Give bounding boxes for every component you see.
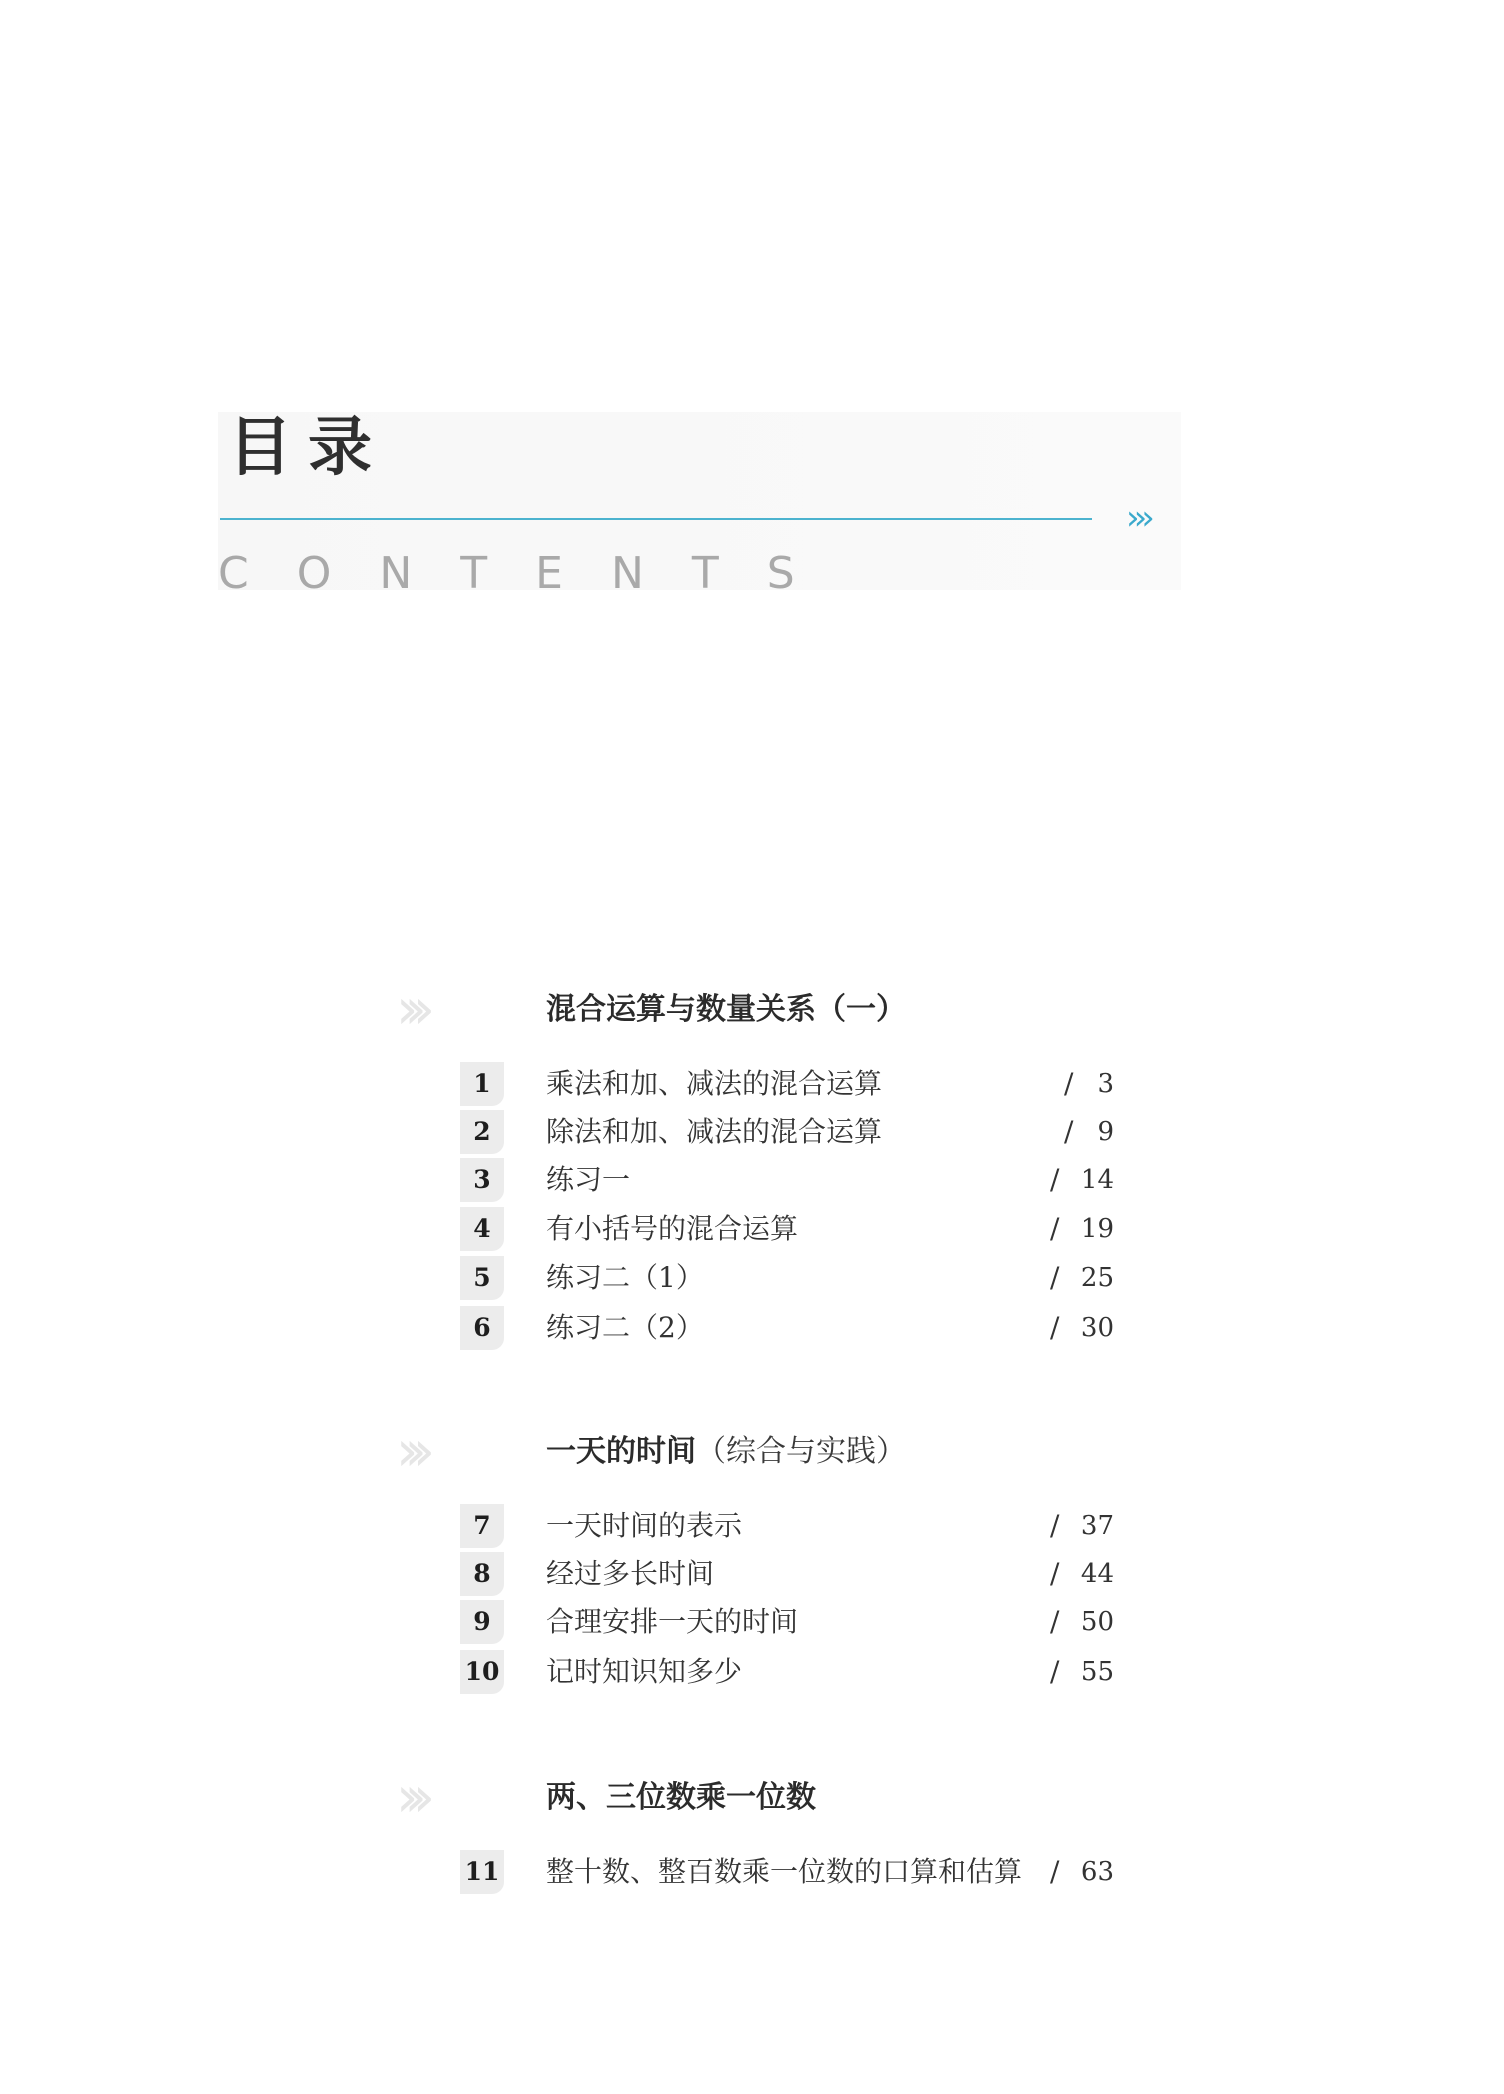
entry-number: 1 [460, 1062, 504, 1106]
toc-entry[interactable] [460, 1207, 1120, 1251]
entry-page-number: 25 [1080, 1263, 1114, 1293]
entry-page-number: 19 [1080, 1214, 1114, 1244]
section-chevron-icon: ››› [396, 1419, 422, 1484]
entry-page-number: 14 [1080, 1165, 1114, 1195]
page-title: 目录 [228, 410, 388, 485]
toc-entry[interactable] [460, 1600, 1120, 1644]
entry-number: 4 [460, 1207, 504, 1251]
entry-number: 3 [460, 1158, 504, 1202]
entry-title: 经过多长时间 [546, 1557, 715, 1590]
entry-title: 一天时间的表示 [546, 1509, 743, 1542]
entry-number: 9 [460, 1600, 504, 1644]
entry-title: 乘法和加、减法的混合运算 [546, 1067, 883, 1100]
entry-title: 练习二（1） [546, 1261, 704, 1294]
entry-separator: / [1064, 1067, 1074, 1100]
entry-title: 除法和加、减法的混合运算 [546, 1115, 883, 1148]
toc-entry[interactable] [460, 1504, 1120, 1548]
toc-entry[interactable] [460, 1650, 1120, 1694]
entry-number: 5 [460, 1256, 504, 1300]
entry-page-number: 3 [1097, 1069, 1114, 1099]
entry-number: 10 [460, 1650, 504, 1694]
toc-entry[interactable] [460, 1306, 1120, 1350]
entry-separator: / [1050, 1605, 1060, 1638]
entry-number: 7 [460, 1504, 504, 1548]
entry-separator: / [1050, 1655, 1060, 1688]
toc-entry[interactable] [460, 1110, 1120, 1154]
entry-title: 练习二（2） [546, 1311, 704, 1344]
header-chevron-icon: ››› [1126, 498, 1149, 538]
entry-page-number: 37 [1080, 1511, 1114, 1541]
entry-separator: / [1050, 1509, 1060, 1542]
entry-number: 2 [460, 1110, 504, 1154]
entry-page-number: 63 [1080, 1857, 1114, 1887]
section-chevron-icon: ››› [396, 977, 422, 1042]
entry-number: 8 [460, 1552, 504, 1596]
entry-separator: / [1050, 1311, 1060, 1344]
entry-separator: / [1050, 1212, 1060, 1245]
entry-title: 合理安排一天的时间 [546, 1605, 799, 1638]
entry-title: 整十数、整百数乘一位数的口算和估算 [546, 1855, 1023, 1888]
contents-subtitle: CONTENTS [218, 548, 843, 599]
toc-entry[interactable] [460, 1552, 1120, 1596]
entry-separator: / [1050, 1163, 1060, 1196]
section-title: 混合运算与数量关系（一） [546, 992, 906, 1027]
entry-number: 11 [460, 1850, 504, 1894]
entry-separator: / [1050, 1261, 1060, 1294]
entry-title: 有小括号的混合运算 [546, 1212, 799, 1245]
entry-title: 记时知识知多少 [546, 1655, 743, 1688]
entry-separator: / [1050, 1557, 1060, 1590]
entry-page-number: 9 [1097, 1117, 1114, 1147]
header-divider [220, 518, 1092, 520]
entry-separator: / [1050, 1855, 1060, 1888]
toc-entry[interactable] [460, 1158, 1120, 1202]
entry-page-number: 55 [1080, 1657, 1114, 1687]
section-title: 两、三位数乘一位数 [546, 1780, 816, 1815]
entry-separator: / [1064, 1115, 1074, 1148]
entry-number: 6 [460, 1306, 504, 1350]
entry-page-number: 30 [1080, 1313, 1114, 1343]
entry-page-number: 50 [1080, 1607, 1114, 1637]
entry-title: 练习一 [546, 1163, 631, 1196]
section-title: 一天的时间（综合与实践） [546, 1434, 906, 1469]
section-chevron-icon: ››› [396, 1765, 422, 1830]
toc-entry[interactable] [460, 1062, 1120, 1106]
toc-entry[interactable] [460, 1256, 1120, 1300]
entry-page-number: 44 [1080, 1559, 1114, 1589]
toc-entry[interactable] [460, 1850, 1120, 1894]
